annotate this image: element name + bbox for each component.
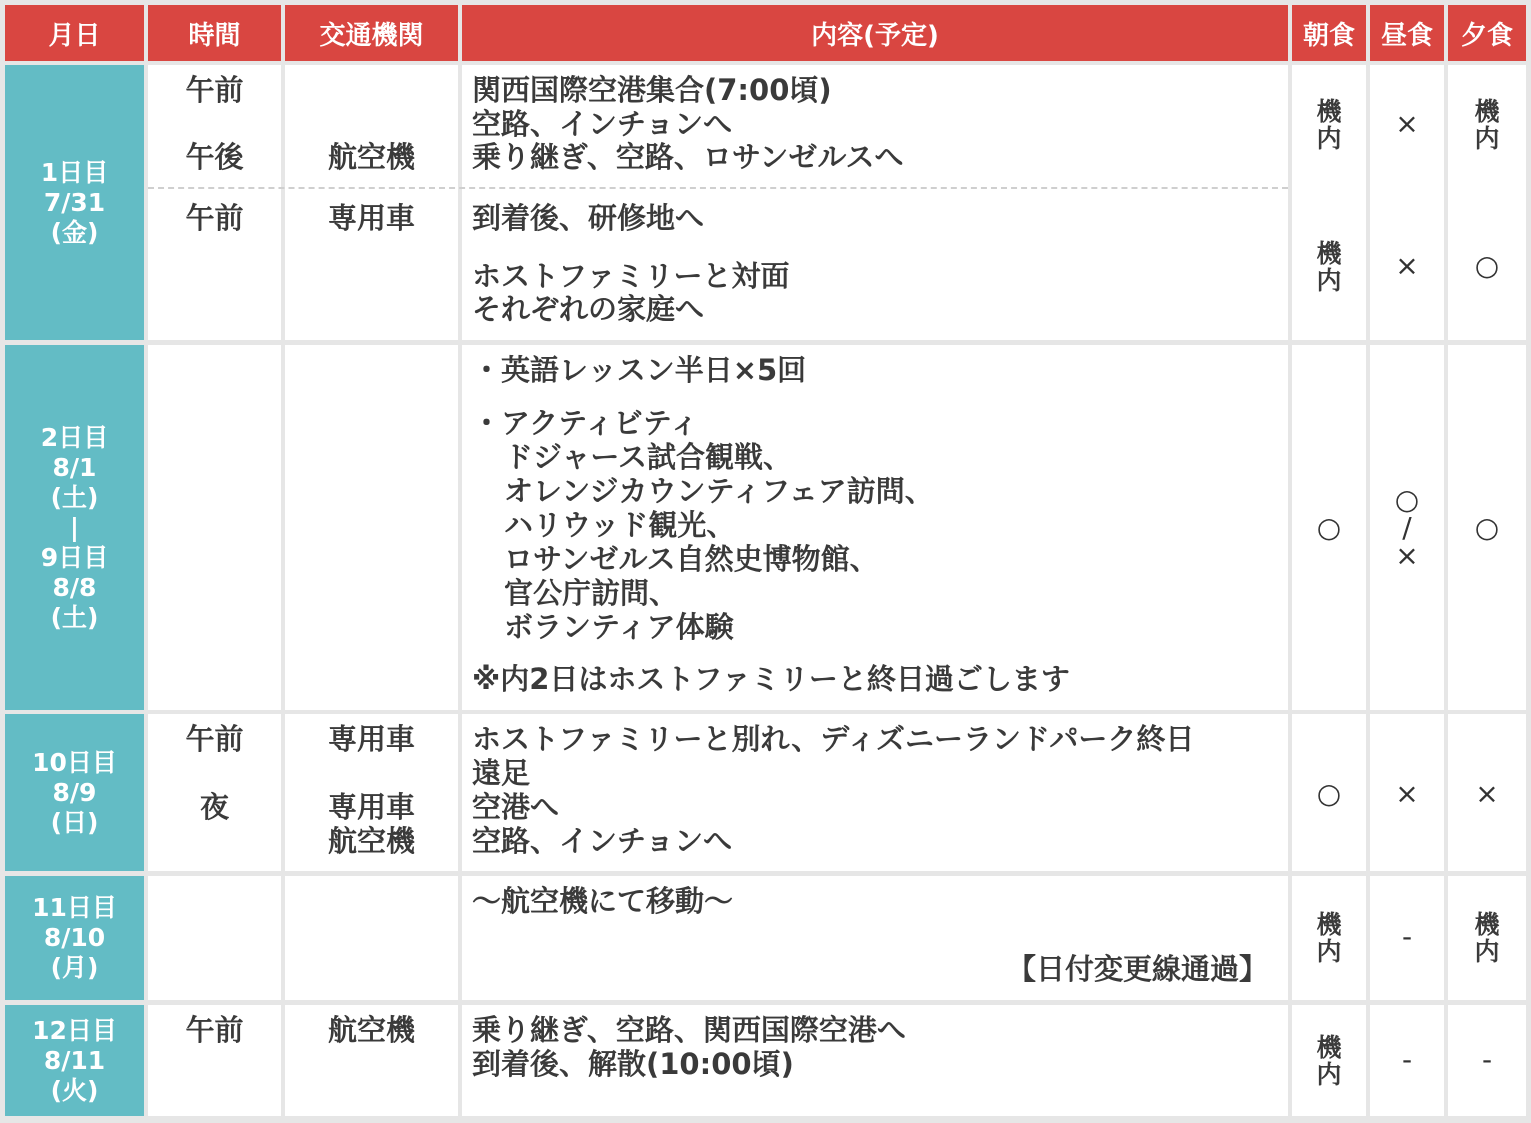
header-breakfast: 朝食 [1292, 5, 1366, 61]
meal-breakfast: 機 内 [1316, 1033, 1342, 1089]
content-line: 空港へ [472, 790, 560, 824]
content-cell-5 [462, 1005, 1288, 1116]
content-line: ハリウッド観光、 [504, 508, 736, 542]
dinner-cell-1 [1448, 65, 1526, 340]
content-line: 到着後、解散(10:00頃) [472, 1047, 794, 1081]
time-cell-4 [148, 876, 281, 1000]
day-weekday: (火) [50, 1075, 99, 1105]
content-note: 【日付変更線通過】 [1006, 952, 1268, 986]
meal-breakfast: 機 内 [1316, 239, 1342, 295]
meal-breakfast: 機 内 [1316, 910, 1342, 966]
lunch-cell-5 [1370, 1005, 1444, 1116]
meal-dinner: 機 内 [1474, 97, 1500, 153]
dinner-cell-2 [1448, 345, 1526, 710]
transport-text: 専用車 [327, 790, 415, 824]
content-cell-3 [462, 714, 1288, 871]
time-text: 午前 [185, 1013, 244, 1047]
header-transport: 交通機関 [285, 5, 458, 61]
day-cell-4 [5, 876, 144, 1000]
meal-dinner: ○ [1474, 511, 1500, 544]
day-date: 8/11 [43, 1045, 106, 1075]
day-cell-1 [5, 65, 144, 340]
day-weekday: (土) [50, 482, 99, 512]
content-line: 遠足 [472, 756, 531, 790]
meal-lunch: × [1395, 539, 1419, 572]
content-line: ・アクティビティ [472, 406, 699, 440]
time-text: 夜 [199, 790, 229, 824]
content-line: ボランティア体験 [504, 610, 734, 644]
header-content: 内容(予定) [462, 5, 1288, 61]
content-line: オレンジカウンティフェア訪問、 [504, 474, 934, 508]
meal-lunch: - [1401, 920, 1413, 953]
meal-lunch: ○ [1394, 483, 1420, 516]
content-line: ロサンゼルス自然史博物館、 [504, 542, 879, 576]
transport-text: 専用車 [327, 201, 415, 235]
meal-dinner: - [1481, 1043, 1493, 1076]
meal-breakfast: 機 内 [1316, 97, 1342, 153]
day-date: 8/9 [52, 777, 97, 807]
time-text: 午後 [185, 140, 244, 174]
day-weekday: (日) [50, 807, 99, 837]
day-cell-5 [5, 1005, 144, 1116]
transport-text: 専用車 [327, 722, 415, 756]
content-line: 空路、インチョンへ [472, 824, 733, 858]
meal-lunch: × [1395, 249, 1419, 282]
transport-cell-4 [285, 876, 458, 1000]
breakfast-cell-5 [1292, 1005, 1366, 1116]
content-line: 空路、インチョンへ [472, 107, 733, 141]
meal-breakfast: ○ [1316, 777, 1342, 810]
row-divider [148, 187, 1288, 189]
time-cell-3 [148, 714, 281, 871]
header-time: 時間 [148, 5, 281, 61]
breakfast-cell-2 [1292, 345, 1366, 710]
day-cell-3 [5, 714, 144, 871]
content-line: それぞれの家庭へ [472, 292, 705, 326]
lunch-cell-2 [1370, 345, 1444, 710]
transport-cell-3 [285, 714, 458, 871]
content-line: 乗り継ぎ、空路、ロサンゼルスへ [472, 140, 904, 174]
time-cell-5 [148, 1005, 281, 1116]
dinner-cell-5 [1448, 1005, 1526, 1116]
meal-lunch: × [1395, 777, 1419, 810]
content-line: ・英語レッスン半日×5回 [472, 353, 807, 387]
content-cell-2 [462, 345, 1288, 710]
content-cell-4 [462, 876, 1288, 1000]
content-line: 官公庁訪問、 [504, 576, 679, 610]
day-date: 8/10 [43, 923, 106, 952]
time-text: 午前 [185, 201, 244, 235]
meal-lunch-separator: / [1402, 511, 1412, 544]
lunch-cell-1 [1370, 65, 1444, 340]
day-label: 10日目 [32, 747, 117, 777]
time-text: 午前 [185, 73, 244, 107]
day-weekday: (金) [50, 217, 99, 247]
day-date: 8/8 [52, 572, 97, 602]
day-label: 11日目 [32, 893, 117, 922]
day-date: 7/31 [43, 187, 106, 217]
content-cell-1 [462, 65, 1288, 340]
meal-dinner: ○ [1474, 249, 1500, 282]
content-line: 到着後、研修地へ [472, 201, 705, 235]
breakfast-cell-1 [1292, 65, 1366, 340]
header-date: 月日 [5, 5, 144, 61]
meal-breakfast: ○ [1316, 511, 1342, 544]
meal-dinner: × [1475, 777, 1499, 810]
content-note: ※内2日はホストファミリーと終日過ごします [472, 662, 1070, 696]
header-dinner: 夕食 [1448, 5, 1526, 61]
dinner-cell-4 [1448, 876, 1526, 1000]
content-line: 関西国際空港集合(7:00頃) [472, 73, 832, 107]
day-range-separator: | [69, 512, 80, 542]
transport-text: 航空機 [327, 824, 415, 858]
time-cell-2 [148, 345, 281, 710]
content-line: 〜航空機にて移動〜 [472, 884, 734, 918]
day-date: 8/1 [52, 452, 97, 482]
meal-lunch: × [1395, 107, 1419, 140]
transport-cell-5 [285, 1005, 458, 1116]
meal-dinner: 機 内 [1474, 910, 1500, 966]
meal-lunch: - [1401, 1043, 1413, 1076]
time-cell-1 [148, 65, 281, 340]
day-weekday: (土) [50, 602, 99, 632]
content-line: ホストファミリーと対面 [472, 259, 790, 293]
day-label: 9日目 [40, 542, 109, 572]
day-label: 1日目 [40, 157, 109, 187]
lunch-cell-4 [1370, 876, 1444, 1000]
day-label: 2日目 [40, 422, 109, 452]
content-line: ドジャース試合観戦、 [504, 440, 792, 474]
day-label: 12日目 [32, 1015, 117, 1045]
content-line: ホストファミリーと別れ、ディズニーランドパーク終日 [472, 722, 1195, 756]
transport-text: 航空機 [327, 1013, 415, 1047]
transport-cell-2 [285, 345, 458, 710]
time-text: 午前 [185, 722, 244, 756]
breakfast-cell-3 [1292, 714, 1366, 871]
dinner-cell-3 [1448, 714, 1526, 871]
transport-text: 航空機 [327, 140, 415, 174]
day-cell-2 [5, 345, 144, 710]
header-lunch: 昼食 [1370, 5, 1444, 61]
day-weekday: (月) [50, 953, 99, 982]
breakfast-cell-4 [1292, 876, 1366, 1000]
content-line: 乗り継ぎ、空路、関西国際空港へ [472, 1013, 906, 1047]
transport-cell-1 [285, 65, 458, 340]
lunch-cell-3 [1370, 714, 1444, 871]
